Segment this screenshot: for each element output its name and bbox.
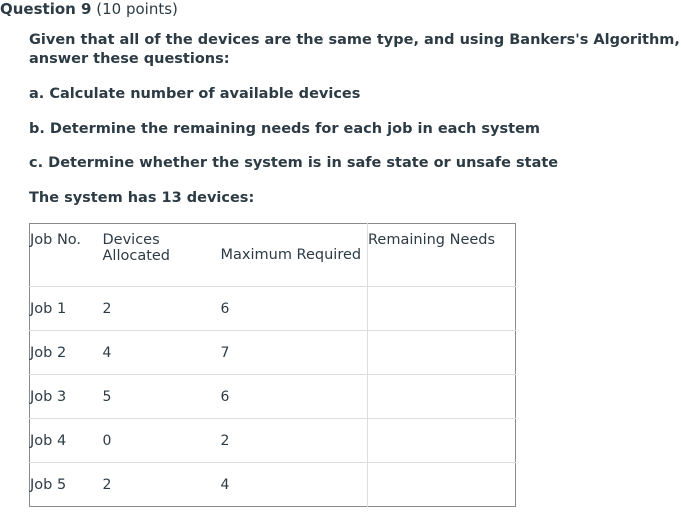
prompt-line-1: Given that all of the devices are the same type, and using Bankers's Algorithm,: [29, 32, 680, 48]
header-remaining-needs: Remaining Needs: [368, 224, 516, 287]
cell-job: Job 4: [30, 432, 67, 449]
question-header: [0, 0, 178, 18]
header-job-no: Job No.: [30, 232, 82, 248]
cell-remaining[interactable]: [368, 287, 516, 331]
question-title: Question 9: [0, 0, 92, 18]
cell-allocated: 4: [102, 344, 112, 361]
cell-remaining[interactable]: [368, 419, 516, 463]
header-maximum-required: Maximum Required: [220, 247, 362, 263]
prompt-item-c: c. Determine whether the system is in safe state or unsafe state: [29, 155, 559, 171]
table-header-row: [30, 224, 516, 287]
cell-job: Job 3: [30, 388, 67, 405]
prompt-item-a: a. Calculate number of available devices: [29, 86, 361, 102]
table-row: [30, 463, 516, 507]
question-points: (10 points): [96, 0, 178, 18]
cell-allocated: 5: [102, 388, 112, 405]
table-row: [30, 331, 516, 375]
system-statement: The system has 13 devices:: [29, 190, 255, 206]
table-row: [30, 287, 516, 331]
table-row: [30, 375, 516, 419]
cell-remaining[interactable]: [368, 463, 516, 507]
cell-job: Job 5: [30, 476, 67, 493]
header-allocated-line-2: Allocated: [102, 248, 171, 264]
cell-allocated: 0: [102, 432, 112, 449]
header-devices-allocated: [103, 224, 221, 287]
cell-allocated: 2: [102, 300, 112, 317]
table-row: [30, 419, 516, 463]
cell-maximum: 4: [220, 476, 230, 493]
cell-remaining[interactable]: [368, 331, 516, 375]
cell-job: Job 2: [30, 344, 67, 361]
prompt-line-2: answer these questions:: [29, 51, 230, 67]
cell-remaining[interactable]: [368, 375, 516, 419]
cell-job: Job 1: [30, 300, 67, 317]
header-allocated-line-1: Devices: [102, 232, 160, 248]
prompt-item-b: b. Determine the remaining needs for each job in each system: [29, 121, 541, 137]
cell-maximum: 6: [220, 388, 230, 405]
jobs-table: [29, 223, 516, 507]
cell-maximum: 2: [220, 432, 230, 449]
cell-allocated: 2: [102, 476, 112, 493]
cell-maximum: 7: [220, 344, 230, 361]
cell-maximum: 6: [220, 300, 230, 317]
